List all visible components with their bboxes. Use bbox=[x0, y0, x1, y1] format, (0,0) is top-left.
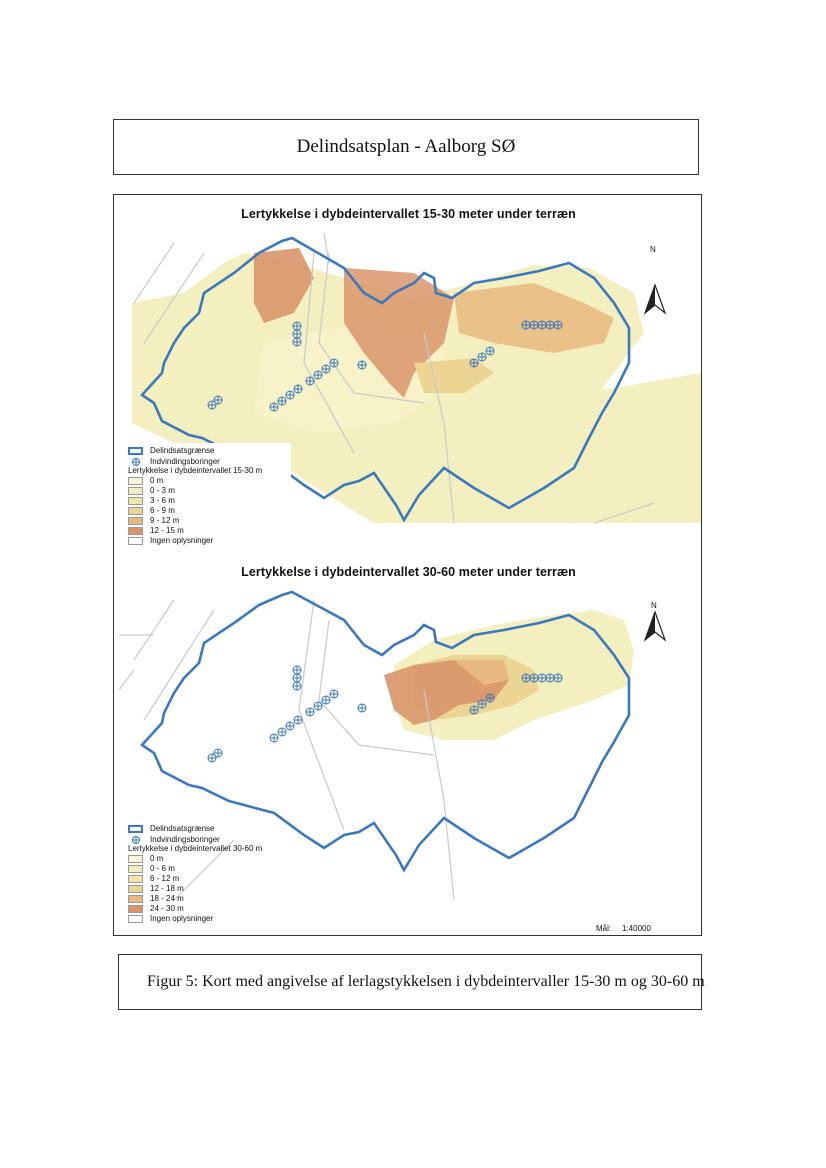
legend-class-label: 6 - 12 m bbox=[150, 874, 180, 883]
legend-class-label: 0 m bbox=[150, 854, 164, 863]
legend-class-label: 0 m bbox=[150, 476, 164, 485]
map1-north-arrow bbox=[645, 285, 665, 313]
legend-wells-label: Indvindingsboringer bbox=[150, 835, 220, 844]
legend-class-swatch bbox=[128, 497, 143, 505]
legend-class-swatch bbox=[128, 885, 143, 893]
well-cluster bbox=[293, 666, 301, 690]
map2-title: Lertykkelse i dybdeintervallet 30-60 meter under terræn bbox=[241, 565, 576, 579]
figure-caption: Figur 5: Kort med angivelse af lerlagstykkelsen i dybdeintervaller 15-30 m og 30-60 m bbox=[147, 973, 705, 990]
legend-class-label: 3 - 6 m bbox=[150, 496, 175, 505]
legend-class-label: 9 - 12 m bbox=[150, 516, 180, 525]
legend-class-swatch bbox=[128, 487, 143, 495]
legend-boundary-label: Delindsatsgrænse bbox=[150, 446, 215, 455]
legend-class-swatch bbox=[128, 915, 143, 923]
legend-class-label: 0 - 6 m bbox=[150, 864, 175, 873]
legend-class-swatch bbox=[128, 905, 143, 913]
legend-class-label: Ingen oplysninger bbox=[150, 536, 214, 545]
well-cluster bbox=[293, 322, 301, 346]
well-cluster bbox=[208, 749, 222, 762]
legend-class-swatch bbox=[128, 517, 143, 525]
map2-north-arrow bbox=[645, 612, 665, 640]
legend-heading: Lertykkelse i dybdeintervallet 30-60 m bbox=[128, 844, 263, 853]
legend-class-swatch bbox=[128, 537, 143, 545]
legend-class-swatch bbox=[128, 865, 143, 873]
map2-north-label: N bbox=[651, 601, 657, 610]
legend-boundary-swatch bbox=[128, 825, 143, 833]
legend-wells-label: Indvindingsboringer bbox=[150, 457, 220, 466]
map1-legend bbox=[128, 447, 298, 557]
legend-class-swatch bbox=[128, 895, 143, 903]
legend-class-swatch bbox=[128, 507, 143, 515]
map-frame bbox=[113, 194, 702, 936]
document-title: Delindsatsplan - Aalborg SØ bbox=[296, 136, 516, 157]
legend-heading: Lertykkelse i dybdeintervallet 15-30 m bbox=[128, 466, 263, 475]
well-cluster bbox=[270, 716, 302, 742]
legend-boundary-label: Delindsatsgrænse bbox=[150, 824, 215, 833]
scale-value: 1:40000 bbox=[622, 924, 651, 933]
legend-boundary-swatch bbox=[128, 447, 143, 455]
legend-class-label: 6 - 9 m bbox=[150, 506, 175, 515]
legend-class-label: 24 - 30 m bbox=[150, 904, 184, 913]
legend-class-label: 12 - 18 m bbox=[150, 884, 184, 893]
legend-class-label: 0 - 3 m bbox=[150, 486, 175, 495]
title-box bbox=[113, 119, 699, 175]
map1-clay-east bbox=[574, 373, 701, 523]
well-cluster bbox=[358, 361, 366, 369]
legend-class-label: 18 - 24 m bbox=[150, 894, 184, 903]
legend-class-swatch bbox=[128, 527, 143, 535]
legend-class-label: 12 - 15 m bbox=[150, 526, 184, 535]
well-cluster bbox=[358, 704, 366, 712]
legend-class-swatch bbox=[128, 477, 143, 485]
legend-class-swatch bbox=[128, 875, 143, 883]
caption-box bbox=[118, 954, 705, 1010]
map2-legend bbox=[128, 825, 298, 935]
map1-title: Lertykkelse i dybdeintervallet 15-30 meter under terræn bbox=[241, 207, 576, 221]
legend-class-swatch bbox=[128, 855, 143, 863]
legend-class-label: Ingen oplysninger bbox=[150, 914, 214, 923]
map1-north-label: N bbox=[650, 245, 656, 254]
scale-label: Mål: bbox=[596, 924, 612, 933]
